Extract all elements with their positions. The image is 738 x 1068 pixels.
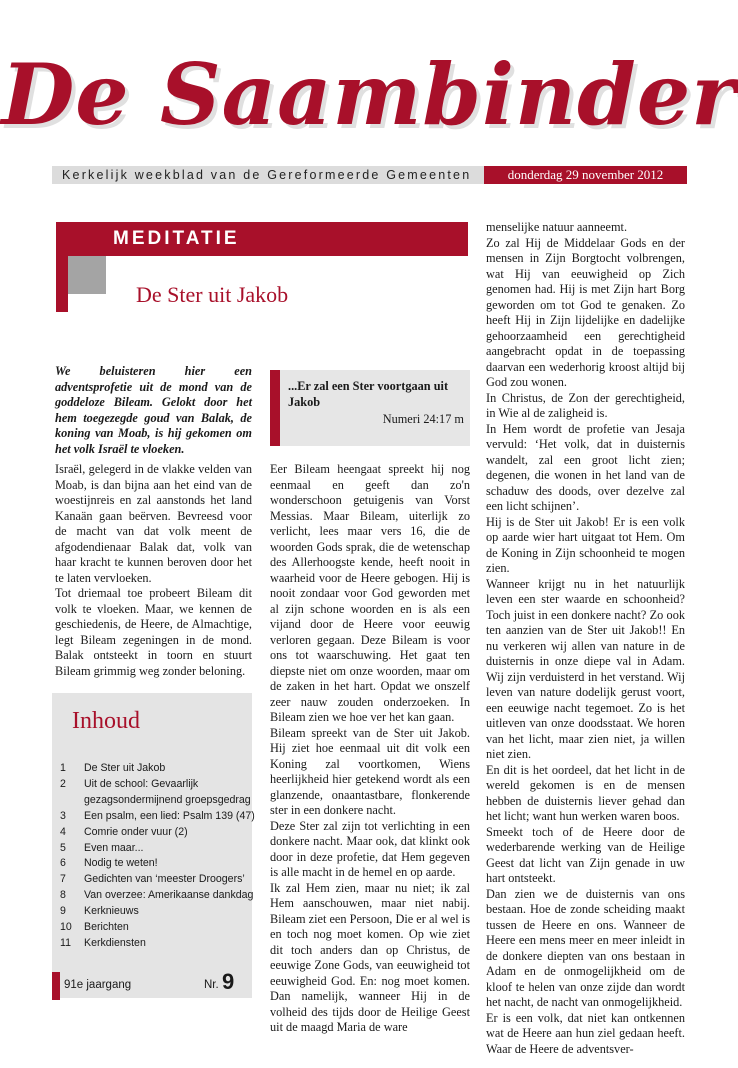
contents-item-title: Berichten	[84, 921, 129, 934]
issue-date: donderdag 29 november 2012	[484, 166, 687, 184]
contents-item	[60, 761, 252, 777]
section-label: MEDITATIE	[113, 228, 240, 249]
contents-item	[60, 777, 252, 793]
paragraph: Bileam spreekt van de Ster uit Jakob. Hij ziet hoe eenmaal uit dit volk een Koning zal voortkomen, Wiens heerlijkheid hier getekend wordt als een glanzende, onaantastbare, flonkerende ster in een donkere nacht.	[270, 725, 470, 817]
contents-item-title: Uit de school: Gevaarlijk	[84, 777, 199, 790]
contents-item-number: 3	[60, 809, 66, 822]
contents-item-title: Comrie onder vuur (2)	[84, 825, 188, 838]
section-accent-bar	[56, 256, 68, 312]
contents-item-number: 1	[60, 762, 66, 774]
contents-item-title: Kerknieuws	[84, 905, 139, 918]
article-column-2	[270, 462, 470, 1036]
contents-item-number: 10	[60, 921, 72, 934]
contents-item-title: Kerkdiensten	[84, 936, 146, 949]
paragraph: In Christus, de Zon der gerechtigheid, in Wie al de zaligheid is.	[486, 390, 685, 420]
paragraph: Smeekt toch of de Heere door de wederbarende werking van de Heilige Geest dat licht van Zijn genade in uw hart ontsteekt.	[486, 824, 685, 885]
contents-item	[60, 936, 252, 952]
volume-label: 91e jaargang	[64, 979, 132, 991]
contents-item-title: De Ster uit Jakob	[84, 762, 166, 774]
issue-number-label: Nr.	[204, 979, 219, 991]
contents-item-title: Een psalm, een lied: Psalm 139 (47)	[84, 809, 255, 822]
article-title: De Ster uit Jakob	[136, 282, 289, 307]
paragraph: Ik zal Hem zien, maar nu niet; ik zal Hem aanschouwen, maar niet nabij. Bileam ziet een Persoon, Die er al wel is en toch nog moet komen. Op wie ziet dit toch anders dan op Christus, de eeuwige Zone Gods, van eeuwigheid tot eeuwigheid God. En: nog moet komen. Dan namelijk, wanneer Hij in de volheid des tijds door de Heilige Geest uit de maagd Maria de ware	[270, 880, 470, 1034]
contents-item	[60, 888, 252, 904]
contents-title: Inhoud	[72, 708, 140, 734]
issue-number: 9	[222, 969, 235, 994]
contents-item	[60, 856, 252, 872]
paragraph: Hij is de Ster uit Jakob! Er is een volk op aarde wier hart uitgaat tot Hem. Om de Koning in Zijn schoonheid te mogen zien.	[486, 514, 685, 575]
contents-item-number: 8	[60, 889, 66, 902]
paragraph: En dit is het oordeel, dat het licht in de wereld gekomen is en de mensen hebben de duisternis liever gehad dan het licht; want hun werken waren boos.	[486, 762, 685, 823]
paragraph: Deze Ster zal zijn tot verlichting in een donkere nacht. Maar ook, dat klinkt ook door in deze profetie, dat Hem gegeven is alle macht in de hemel en op aarde.	[270, 818, 470, 879]
contents-item-title: Nodig te weten!	[84, 857, 158, 870]
contents-item-number: 11	[60, 936, 71, 949]
paragraph: Dan zien we de duisternis van ons bestaan. Hoe de zonde scheiding maakt tussen de Heere en ons. Wanneer de Heere een mens meer en meer inleidt in de donkere diepten van ons bestaan in Adam en de onmogelijkheid om de kloof te helen van onze zijde dan wordt het nacht, de nacht van onmogelijkheid.	[486, 886, 685, 1009]
contents-item-title: Even maar...	[84, 841, 144, 854]
paragraph: Zo zal Hij de Middelaar Gods en der mensen in Zijn Borgtocht volbrengen, wat Hij van eeuwigheid op Zich genomen had. Hij is met Zijn hart Borg geworden om tot God te genaken. Zo heeft Hij in Zijn lijdelijke en dadelijke gehoorzaamheid een gerechtigheid aangebracht opdat in de toepassing daarvan een wederhorig kroost altijd bij God zou wonen.	[486, 235, 685, 389]
paragraph: In Hem wordt de profetie van Jesaja vervuld: ‘Het volk, dat in duisternis wandelt, zal een groot licht zien; degenen, die wonen in het land van de schaduw des doods, over dezelve zal een licht schijnen’.	[486, 421, 685, 513]
contents-item	[60, 809, 255, 825]
paragraph: Tot driemaal toe probeert Bileam dit volk te vloeken. Maar, we kennen de geschiedenis, de Heere, de Almachtige, legt Bileam zegeningen in de mond. Balak ontsteekt in toorn en stuurt Bileam grimmig weg zonder beloning.	[55, 586, 252, 678]
paragraph: Israël, gelegerd in de vlakke velden van Moab, is dan bijna aan het eind van de woestijnreis en zal aanstonds het land Kanaän gaan beërven. Bevreesd voor de macht van dat volk meent de afgodendienaar Balak dat, volk van haar kracht te kunnen beroven door het te laten vervloeken.	[55, 462, 252, 585]
contents-item	[60, 825, 252, 841]
subtitle: Kerkelijk weekblad van de Gereformeerde Gemeenten	[62, 168, 472, 182]
article-intro: We beluisteren hier een adventsprofetie uit de mond van de goddeloze Bileam. Gelokt door het hem toegezegde goud van Balak, de koning van Moab, is hij gekomen om het volk Israël te vloeken.	[55, 364, 252, 456]
section-gray-square	[68, 256, 106, 294]
paragraph: Wanneer krijgt nu in het natuurlijk leven een ster waarde en schoonheid? Toch juist in een donkere nacht? Zo ook ten aanzien van de Ster uit Jakob!! En nu verkeren wij allen van nature in de duisternis in onze diepe val in Adam. Wij zijn verduisterd in het verstand. Wij leven van nature dodelijk gerust voort, een eeuwige nacht tegemoet. Zo is het uitleven van onze doodsstaat. We horen van het licht, maar zien niet, ja willen niet zien.	[486, 576, 685, 761]
contents-item-number: 7	[60, 873, 66, 886]
quote-accent-bar	[270, 370, 280, 446]
paragraph: Er is een volk, dat niet kan ontkennen wat de Heere aan hun ziel gedaan heeft. Waar de Heere de adventsver-	[486, 1010, 685, 1056]
quote-text: ...Er zal een Ster voortgaan uit Jakob	[288, 379, 449, 409]
contents-item	[60, 872, 252, 888]
contents-item-number: 2	[60, 777, 66, 790]
contents-item	[60, 841, 252, 857]
paragraph: menselijke natuur aanneemt.	[486, 220, 628, 234]
contents-item-number: 5	[60, 841, 66, 854]
contents-item-title: Gedichten van ‘meester Droogers’	[84, 873, 245, 886]
contents-list	[60, 761, 255, 952]
contents-item-continuation: gezagsondermijnend groepsgedrag	[84, 793, 251, 806]
masthead-title: De Saambinder	[1, 45, 737, 144]
contents-item-number: 4	[60, 825, 66, 838]
paragraph: Eer Bileam heengaat spreekt hij nog eenmaal en geeft dan zo'n wonderschoon getuigenis van Vorst Messias. Maar Bileam, uiterlijk zo verlicht, lees maar vers 16, die de woorden Gods sprak, die de wetenschap des Allerhoogste kende, heeft nooit in waarheid voor de Heere gebogen. Hij is nooit zondaar voor God geworden met al zijn schone woorden en is als een vijand door de Heere voor eeuwig verloren gegaan. Deze Bileam is voor ons tot waarschuwing. Het gaat ten diepste niet om onze woorden, maar om de zaken in het hart. Opdat we onszelf zeer nauw zouden onderzoeken. In Bileam zien we hoe ver het kan gaan.	[270, 462, 470, 724]
contents-item-title: Van overzee: Amerikaanse dankdag	[84, 889, 254, 902]
contents-item-number: 6	[60, 857, 66, 870]
contents-item-number: 9	[60, 905, 66, 918]
quote-reference: Numeri 24:17 m	[382, 412, 464, 426]
footer-accent-bar	[52, 972, 60, 1000]
article-column-3	[486, 220, 685, 1057]
contents-item	[60, 920, 252, 936]
article-column-1	[55, 462, 252, 679]
contents-item	[60, 904, 252, 920]
